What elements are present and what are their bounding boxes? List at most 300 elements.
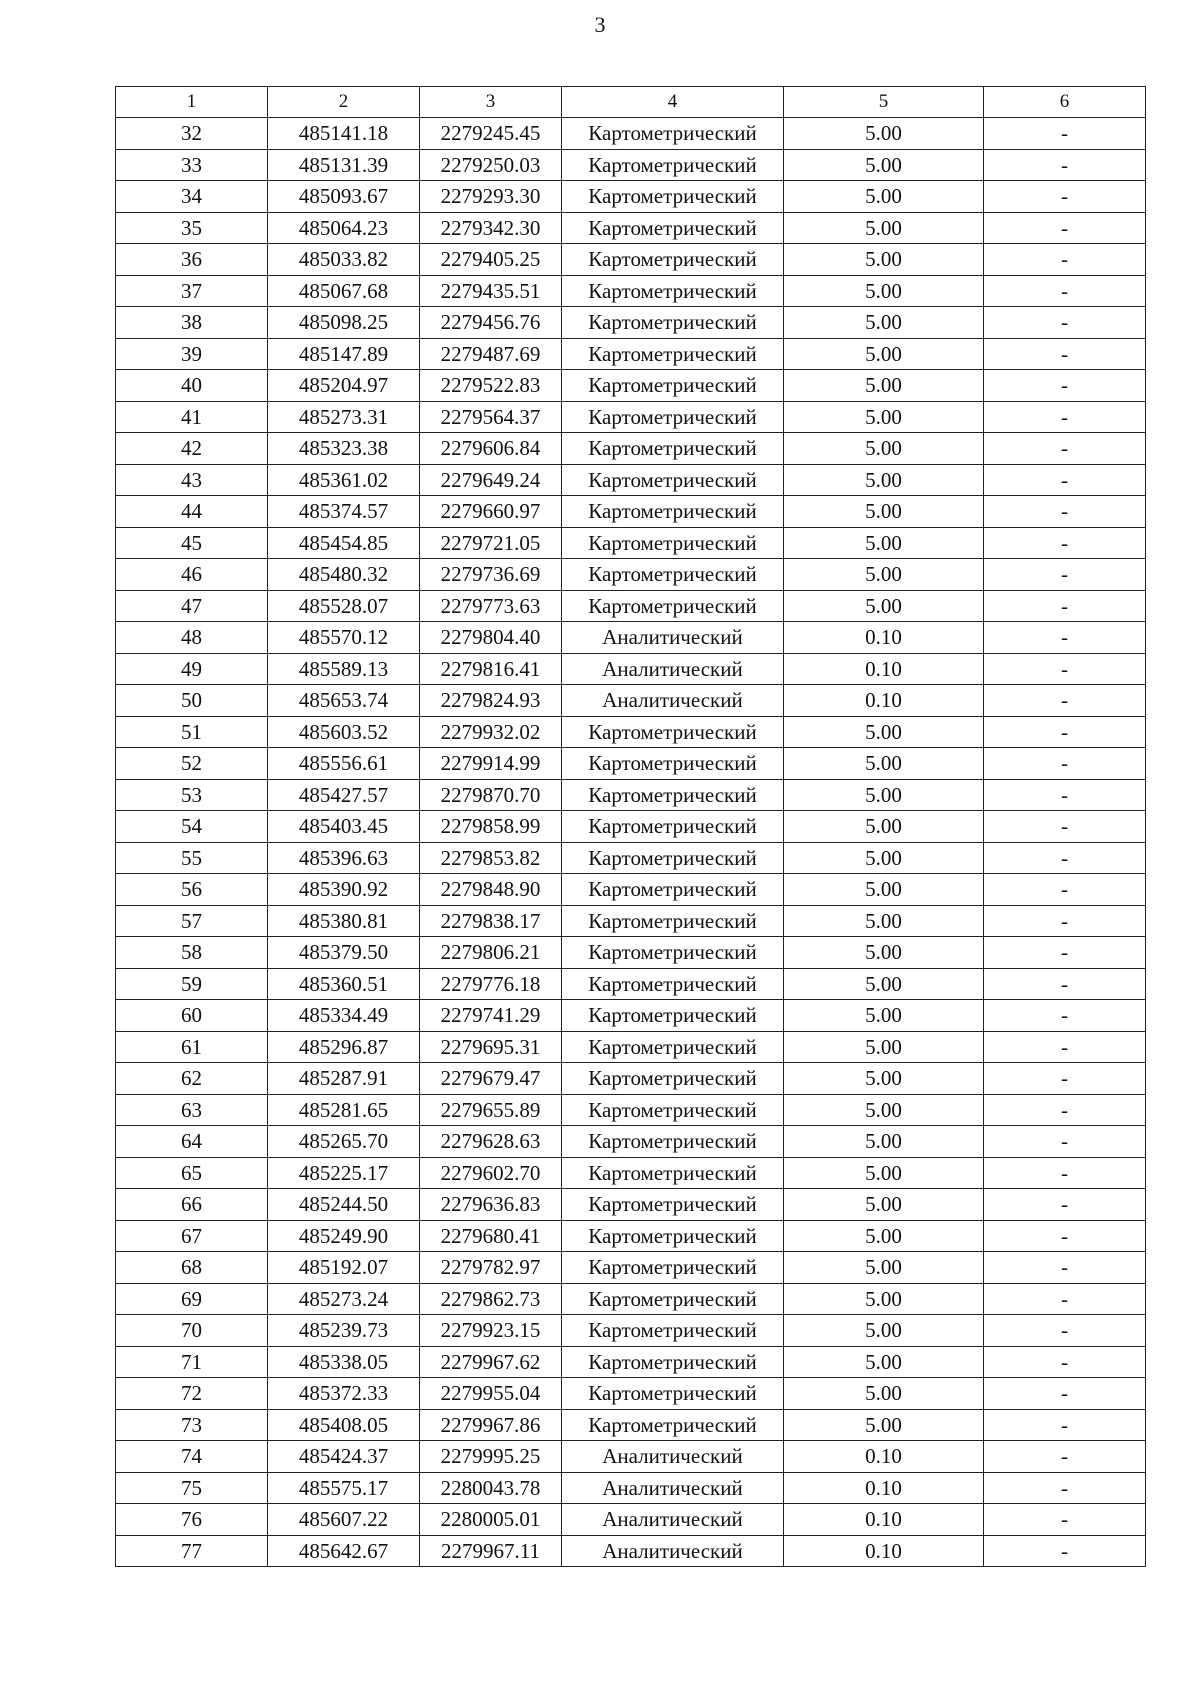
description-cell: -	[984, 685, 1146, 717]
x-coordinate-cell: 485374.57	[268, 496, 420, 528]
accuracy-cell: 5.00	[784, 307, 984, 339]
y-coordinate-cell: 2279773.63	[420, 590, 562, 622]
method-cell: Картометрический	[562, 874, 784, 906]
point-number-cell: 37	[116, 275, 268, 307]
x-coordinate-cell: 485454.85	[268, 527, 420, 559]
method-cell: Аналитический	[562, 1441, 784, 1473]
table-row	[116, 1220, 1146, 1252]
y-coordinate-cell: 2279923.15	[420, 1315, 562, 1347]
method-cell: Картометрический	[562, 118, 784, 150]
accuracy-cell: 5.00	[784, 1315, 984, 1347]
accuracy-cell: 5.00	[784, 968, 984, 1000]
point-number-cell: 36	[116, 244, 268, 276]
coordinates-table	[115, 86, 1146, 1567]
accuracy-cell: 5.00	[784, 181, 984, 213]
method-cell: Картометрический	[562, 1283, 784, 1315]
y-coordinate-cell: 2279342.30	[420, 212, 562, 244]
accuracy-cell: 0.10	[784, 1504, 984, 1536]
accuracy-cell: 5.00	[784, 1378, 984, 1410]
accuracy-cell: 5.00	[784, 1252, 984, 1284]
x-coordinate-cell: 485653.74	[268, 685, 420, 717]
x-coordinate-cell: 485408.05	[268, 1409, 420, 1441]
table-row	[116, 1346, 1146, 1378]
y-coordinate-cell: 2279858.99	[420, 811, 562, 843]
description-cell: -	[984, 811, 1146, 843]
x-coordinate-cell: 485323.38	[268, 433, 420, 465]
method-cell: Картометрический	[562, 307, 784, 339]
method-cell: Картометрический	[562, 590, 784, 622]
point-number-cell: 63	[116, 1094, 268, 1126]
method-cell: Картометрический	[562, 842, 784, 874]
x-coordinate-cell: 485098.25	[268, 307, 420, 339]
y-coordinate-cell: 2279628.63	[420, 1126, 562, 1158]
x-coordinate-cell: 485338.05	[268, 1346, 420, 1378]
accuracy-cell: 5.00	[784, 527, 984, 559]
description-cell: -	[984, 370, 1146, 402]
x-coordinate-cell: 485390.92	[268, 874, 420, 906]
method-cell: Картометрический	[562, 212, 784, 244]
accuracy-cell: 5.00	[784, 1094, 984, 1126]
point-number-cell: 77	[116, 1535, 268, 1567]
x-coordinate-cell: 485396.63	[268, 842, 420, 874]
point-number-cell: 68	[116, 1252, 268, 1284]
x-coordinate-cell: 485067.68	[268, 275, 420, 307]
accuracy-cell: 5.00	[784, 811, 984, 843]
method-cell: Картометрический	[562, 559, 784, 591]
accuracy-cell: 5.00	[784, 874, 984, 906]
method-cell: Аналитический	[562, 685, 784, 717]
description-cell: -	[984, 716, 1146, 748]
x-coordinate-cell: 485192.07	[268, 1252, 420, 1284]
x-coordinate-cell: 485424.37	[268, 1441, 420, 1473]
y-coordinate-cell: 2279721.05	[420, 527, 562, 559]
y-coordinate-cell: 2279606.84	[420, 433, 562, 465]
accuracy-cell: 5.00	[784, 716, 984, 748]
description-cell: -	[984, 1472, 1146, 1504]
y-coordinate-cell: 2279862.73	[420, 1283, 562, 1315]
description-cell: -	[984, 149, 1146, 181]
accuracy-cell: 0.10	[784, 1535, 984, 1567]
table-row	[116, 559, 1146, 591]
x-coordinate-cell: 485372.33	[268, 1378, 420, 1410]
accuracy-cell: 5.00	[784, 1157, 984, 1189]
description-cell: -	[984, 1315, 1146, 1347]
table-row	[116, 811, 1146, 843]
y-coordinate-cell: 2279776.18	[420, 968, 562, 1000]
description-cell: -	[984, 496, 1146, 528]
x-coordinate-cell: 485244.50	[268, 1189, 420, 1221]
point-number-cell: 40	[116, 370, 268, 402]
x-coordinate-cell: 485427.57	[268, 779, 420, 811]
table-row	[116, 1409, 1146, 1441]
description-cell: -	[984, 244, 1146, 276]
point-number-cell: 34	[116, 181, 268, 213]
accuracy-cell: 5.00	[784, 1063, 984, 1095]
point-number-cell: 58	[116, 937, 268, 969]
table-row	[116, 716, 1146, 748]
accuracy-cell: 5.00	[784, 149, 984, 181]
accuracy-cell: 0.10	[784, 685, 984, 717]
point-number-cell: 73	[116, 1409, 268, 1441]
x-coordinate-cell: 485379.50	[268, 937, 420, 969]
accuracy-cell: 0.10	[784, 1441, 984, 1473]
x-coordinate-cell: 485033.82	[268, 244, 420, 276]
x-coordinate-cell: 485607.22	[268, 1504, 420, 1536]
x-coordinate-cell: 485225.17	[268, 1157, 420, 1189]
method-cell: Картометрический	[562, 1157, 784, 1189]
description-cell: -	[984, 1535, 1146, 1567]
point-number-cell: 35	[116, 212, 268, 244]
accuracy-cell: 5.00	[784, 1000, 984, 1032]
x-coordinate-cell: 485273.24	[268, 1283, 420, 1315]
table-row	[116, 1378, 1146, 1410]
method-cell: Картометрический	[562, 748, 784, 780]
description-cell: -	[984, 401, 1146, 433]
description-cell: -	[984, 527, 1146, 559]
y-coordinate-cell: 2279655.89	[420, 1094, 562, 1126]
accuracy-cell: 5.00	[784, 1283, 984, 1315]
point-number-cell: 71	[116, 1346, 268, 1378]
x-coordinate-cell: 485204.97	[268, 370, 420, 402]
y-coordinate-cell: 2279838.17	[420, 905, 562, 937]
accuracy-cell: 5.00	[784, 433, 984, 465]
y-coordinate-cell: 2279405.25	[420, 244, 562, 276]
table-row	[116, 905, 1146, 937]
description-cell: -	[984, 779, 1146, 811]
table-row	[116, 118, 1146, 150]
column-header: 1	[116, 87, 268, 118]
y-coordinate-cell: 2279995.25	[420, 1441, 562, 1473]
x-coordinate-cell: 485334.49	[268, 1000, 420, 1032]
accuracy-cell: 5.00	[784, 748, 984, 780]
method-cell: Картометрический	[562, 811, 784, 843]
method-cell: Картометрический	[562, 433, 784, 465]
x-coordinate-cell: 485249.90	[268, 1220, 420, 1252]
description-cell: -	[984, 937, 1146, 969]
table-row	[116, 1126, 1146, 1158]
description-cell: -	[984, 307, 1146, 339]
table-row	[116, 149, 1146, 181]
accuracy-cell: 5.00	[784, 118, 984, 150]
y-coordinate-cell: 2279435.51	[420, 275, 562, 307]
table-row	[116, 527, 1146, 559]
accuracy-cell: 5.00	[784, 464, 984, 496]
y-coordinate-cell: 2279679.47	[420, 1063, 562, 1095]
accuracy-cell: 5.00	[784, 937, 984, 969]
x-coordinate-cell: 485239.73	[268, 1315, 420, 1347]
y-coordinate-cell: 2279967.11	[420, 1535, 562, 1567]
y-coordinate-cell: 2279848.90	[420, 874, 562, 906]
x-coordinate-cell: 485556.61	[268, 748, 420, 780]
description-cell: -	[984, 622, 1146, 654]
x-coordinate-cell: 485403.45	[268, 811, 420, 843]
accuracy-cell: 5.00	[784, 1346, 984, 1378]
table-row	[116, 622, 1146, 654]
table-row	[116, 1535, 1146, 1567]
description-cell: -	[984, 1126, 1146, 1158]
point-number-cell: 74	[116, 1441, 268, 1473]
table-row	[116, 685, 1146, 717]
y-coordinate-cell: 2279955.04	[420, 1378, 562, 1410]
x-coordinate-cell: 485147.89	[268, 338, 420, 370]
y-coordinate-cell: 2280043.78	[420, 1472, 562, 1504]
table-row	[116, 748, 1146, 780]
point-number-cell: 56	[116, 874, 268, 906]
description-cell: -	[984, 590, 1146, 622]
table-row	[116, 1315, 1146, 1347]
point-number-cell: 57	[116, 905, 268, 937]
accuracy-cell: 5.00	[784, 212, 984, 244]
description-cell: -	[984, 748, 1146, 780]
accuracy-cell: 5.00	[784, 779, 984, 811]
description-cell: -	[984, 433, 1146, 465]
x-coordinate-cell: 485589.13	[268, 653, 420, 685]
x-coordinate-cell: 485296.87	[268, 1031, 420, 1063]
accuracy-cell: 5.00	[784, 1126, 984, 1158]
y-coordinate-cell: 2279660.97	[420, 496, 562, 528]
point-number-cell: 32	[116, 118, 268, 150]
table-row	[116, 1283, 1146, 1315]
accuracy-cell: 5.00	[784, 1220, 984, 1252]
table-row	[116, 1252, 1146, 1284]
accuracy-cell: 5.00	[784, 275, 984, 307]
table-row	[116, 464, 1146, 496]
table-row	[116, 338, 1146, 370]
x-coordinate-cell: 485570.12	[268, 622, 420, 654]
table-row	[116, 401, 1146, 433]
point-number-cell: 64	[116, 1126, 268, 1158]
table-row	[116, 1063, 1146, 1095]
method-cell: Картометрический	[562, 1189, 784, 1221]
point-number-cell: 70	[116, 1315, 268, 1347]
point-number-cell: 42	[116, 433, 268, 465]
table-row	[116, 181, 1146, 213]
x-coordinate-cell: 485064.23	[268, 212, 420, 244]
point-number-cell: 41	[116, 401, 268, 433]
column-header: 4	[562, 87, 784, 118]
x-coordinate-cell: 485603.52	[268, 716, 420, 748]
method-cell: Картометрический	[562, 937, 784, 969]
description-cell: -	[984, 181, 1146, 213]
accuracy-cell: 0.10	[784, 653, 984, 685]
method-cell: Картометрический	[562, 1126, 784, 1158]
method-cell: Картометрический	[562, 905, 784, 937]
description-cell: -	[984, 118, 1146, 150]
method-cell: Аналитический	[562, 622, 784, 654]
description-cell: -	[984, 1283, 1146, 1315]
table-row	[116, 779, 1146, 811]
point-number-cell: 43	[116, 464, 268, 496]
method-cell: Картометрический	[562, 716, 784, 748]
table-row	[116, 370, 1146, 402]
x-coordinate-cell: 485141.18	[268, 118, 420, 150]
point-number-cell: 65	[116, 1157, 268, 1189]
table-row	[116, 968, 1146, 1000]
point-number-cell: 61	[116, 1031, 268, 1063]
point-number-cell: 33	[116, 149, 268, 181]
y-coordinate-cell: 2279914.99	[420, 748, 562, 780]
table-row	[116, 590, 1146, 622]
y-coordinate-cell: 2279741.29	[420, 1000, 562, 1032]
method-cell: Картометрический	[562, 527, 784, 559]
method-cell: Картометрический	[562, 181, 784, 213]
accuracy-cell: 5.00	[784, 401, 984, 433]
description-cell: -	[984, 1346, 1146, 1378]
table-row	[116, 653, 1146, 685]
method-cell: Картометрический	[562, 1315, 784, 1347]
point-number-cell: 60	[116, 1000, 268, 1032]
method-cell: Картометрический	[562, 779, 784, 811]
description-cell: -	[984, 1094, 1146, 1126]
y-coordinate-cell: 2279487.69	[420, 338, 562, 370]
point-number-cell: 75	[116, 1472, 268, 1504]
point-number-cell: 55	[116, 842, 268, 874]
accuracy-cell: 5.00	[784, 842, 984, 874]
method-cell: Аналитический	[562, 1472, 784, 1504]
description-cell: -	[984, 338, 1146, 370]
accuracy-cell: 0.10	[784, 1472, 984, 1504]
point-number-cell: 44	[116, 496, 268, 528]
x-coordinate-cell: 485273.31	[268, 401, 420, 433]
point-number-cell: 76	[116, 1504, 268, 1536]
method-cell: Картометрический	[562, 149, 784, 181]
description-cell: -	[984, 842, 1146, 874]
y-coordinate-cell: 2279602.70	[420, 1157, 562, 1189]
description-cell: -	[984, 653, 1146, 685]
method-cell: Картометрический	[562, 496, 784, 528]
method-cell: Картометрический	[562, 1031, 784, 1063]
point-number-cell: 53	[116, 779, 268, 811]
accuracy-cell: 0.10	[784, 622, 984, 654]
description-cell: -	[984, 874, 1146, 906]
description-cell: -	[984, 1378, 1146, 1410]
y-coordinate-cell: 2279824.93	[420, 685, 562, 717]
description-cell: -	[984, 1157, 1146, 1189]
accuracy-cell: 5.00	[784, 370, 984, 402]
accuracy-cell: 5.00	[784, 1409, 984, 1441]
method-cell: Аналитический	[562, 1535, 784, 1567]
point-number-cell: 48	[116, 622, 268, 654]
point-number-cell: 59	[116, 968, 268, 1000]
y-coordinate-cell: 2279695.31	[420, 1031, 562, 1063]
description-cell: -	[984, 464, 1146, 496]
y-coordinate-cell: 2279293.30	[420, 181, 562, 213]
point-number-cell: 52	[116, 748, 268, 780]
description-cell: -	[984, 1441, 1146, 1473]
y-coordinate-cell: 2279680.41	[420, 1220, 562, 1252]
column-header: 3	[420, 87, 562, 118]
table-row	[116, 244, 1146, 276]
column-header: 5	[784, 87, 984, 118]
point-number-cell: 51	[116, 716, 268, 748]
description-cell: -	[984, 905, 1146, 937]
y-coordinate-cell: 2279245.45	[420, 118, 562, 150]
method-cell: Картометрический	[562, 401, 784, 433]
point-number-cell: 69	[116, 1283, 268, 1315]
y-coordinate-cell: 2279522.83	[420, 370, 562, 402]
table-row	[116, 842, 1146, 874]
description-cell: -	[984, 275, 1146, 307]
description-cell: -	[984, 1000, 1146, 1032]
description-cell: -	[984, 1063, 1146, 1095]
method-cell: Картометрический	[562, 338, 784, 370]
table-row	[116, 1000, 1146, 1032]
table-row	[116, 1189, 1146, 1221]
method-cell: Картометрический	[562, 1346, 784, 1378]
point-number-cell: 54	[116, 811, 268, 843]
accuracy-cell: 5.00	[784, 244, 984, 276]
accuracy-cell: 5.00	[784, 1031, 984, 1063]
point-number-cell: 45	[116, 527, 268, 559]
description-cell: -	[984, 968, 1146, 1000]
table-row	[116, 1094, 1146, 1126]
point-number-cell: 66	[116, 1189, 268, 1221]
y-coordinate-cell: 2279816.41	[420, 653, 562, 685]
description-cell: -	[984, 1220, 1146, 1252]
x-coordinate-cell: 485265.70	[268, 1126, 420, 1158]
x-coordinate-cell: 485642.67	[268, 1535, 420, 1567]
method-cell: Картометрический	[562, 244, 784, 276]
y-coordinate-cell: 2279806.21	[420, 937, 562, 969]
description-cell: -	[984, 1504, 1146, 1536]
point-number-cell: 50	[116, 685, 268, 717]
table-row	[116, 937, 1146, 969]
accuracy-cell: 5.00	[784, 905, 984, 937]
description-cell: -	[984, 212, 1146, 244]
method-cell: Картометрический	[562, 1252, 784, 1284]
column-header: 6	[984, 87, 1146, 118]
table-row	[116, 433, 1146, 465]
x-coordinate-cell: 485360.51	[268, 968, 420, 1000]
table-body	[116, 118, 1146, 1567]
point-number-cell: 72	[116, 1378, 268, 1410]
table-row	[116, 307, 1146, 339]
y-coordinate-cell: 2279804.40	[420, 622, 562, 654]
y-coordinate-cell: 2279456.76	[420, 307, 562, 339]
table-row	[116, 275, 1146, 307]
y-coordinate-cell: 2279967.86	[420, 1409, 562, 1441]
description-cell: -	[984, 1252, 1146, 1284]
y-coordinate-cell: 2279649.24	[420, 464, 562, 496]
point-number-cell: 38	[116, 307, 268, 339]
y-coordinate-cell: 2279967.62	[420, 1346, 562, 1378]
x-coordinate-cell: 485361.02	[268, 464, 420, 496]
method-cell: Картометрический	[562, 1409, 784, 1441]
table-row	[116, 1472, 1146, 1504]
y-coordinate-cell: 2279870.70	[420, 779, 562, 811]
x-coordinate-cell: 485281.65	[268, 1094, 420, 1126]
method-cell: Картометрический	[562, 1220, 784, 1252]
x-coordinate-cell: 485093.67	[268, 181, 420, 213]
x-coordinate-cell: 485528.07	[268, 590, 420, 622]
accuracy-cell: 5.00	[784, 338, 984, 370]
x-coordinate-cell: 485380.81	[268, 905, 420, 937]
method-cell: Картометрический	[562, 370, 784, 402]
point-number-cell: 62	[116, 1063, 268, 1095]
x-coordinate-cell: 485131.39	[268, 149, 420, 181]
method-cell: Картометрический	[562, 1063, 784, 1095]
point-number-cell: 49	[116, 653, 268, 685]
y-coordinate-cell: 2279782.97	[420, 1252, 562, 1284]
description-cell: -	[984, 559, 1146, 591]
x-coordinate-cell: 485575.17	[268, 1472, 420, 1504]
column-header: 2	[268, 87, 420, 118]
method-cell: Аналитический	[562, 653, 784, 685]
y-coordinate-cell: 2279853.82	[420, 842, 562, 874]
method-cell: Картометрический	[562, 1000, 784, 1032]
x-coordinate-cell: 485480.32	[268, 559, 420, 591]
method-cell: Аналитический	[562, 1504, 784, 1536]
